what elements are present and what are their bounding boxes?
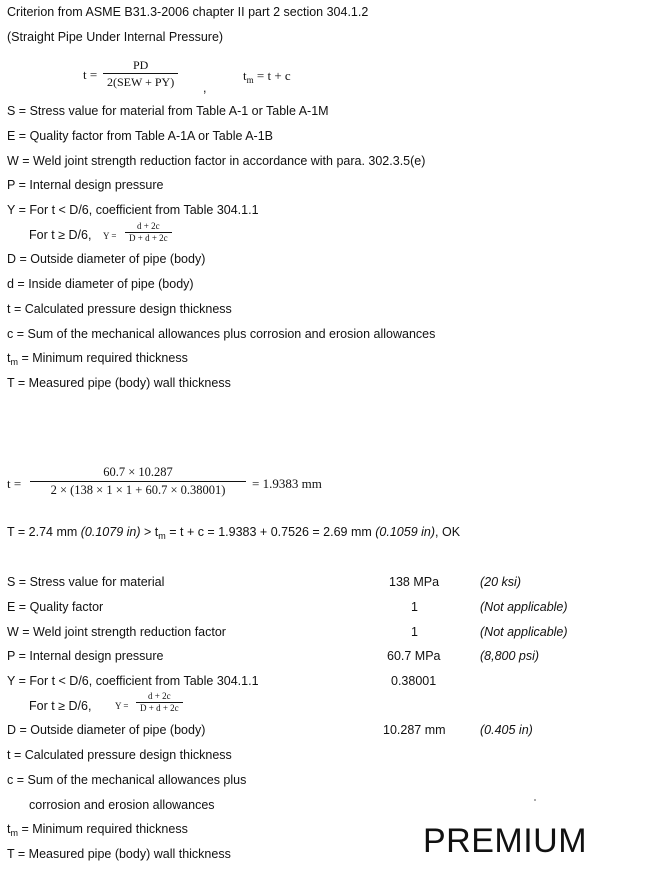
result-line: T = 2.74 mm (0.1079 $in) > t_m = t + c = 1.9383 + 0.7526 = 2.69$ mm (0.1059 in), OK bbox=[7, 525, 461, 541]
premium-watermark: PREMIUM bbox=[423, 822, 588, 860]
tm-formula bbox=[243, 68, 291, 83]
table-row-label: D = Outside diameter of pipe (body) bbox=[7, 723, 206, 737]
table-row-label: E = Quality factor bbox=[7, 600, 104, 614]
calc-fraction bbox=[30, 464, 246, 499]
def-d-outside: D = Outside diameter of pipe (body) bbox=[7, 252, 206, 266]
table-row-alt: (Not applicable) bbox=[480, 625, 568, 639]
def-d-inside: d = Inside diameter of pipe (body) bbox=[7, 277, 194, 291]
table-row-label: t = Calculated pressure design thickness bbox=[7, 748, 232, 762]
y-formula-fraction bbox=[125, 221, 172, 244]
table-row-value: 10.287 mm bbox=[383, 723, 446, 737]
def-tm: $t_m$ = Minimum required thickness bbox=[7, 351, 188, 367]
y-formula-prefix: For t ≥ D/6, bbox=[29, 228, 92, 242]
table-y-formula-fraction: d + 2c D + d + 2c bbox=[136, 691, 183, 714]
formula-comma: , bbox=[203, 81, 207, 95]
table-row-value: 1 bbox=[411, 600, 418, 614]
table-row-label: corrosion and erosion allowances bbox=[29, 798, 215, 812]
y-formula-denominator: D + d + 2c bbox=[129, 233, 168, 243]
table-y-formula-lhs: Y = bbox=[115, 701, 129, 711]
def-y: Y = For t < D/6, coefficient from Table 304.1.1 bbox=[7, 203, 259, 217]
def-s: S = Stress value for material from Table A-1 or Table A-1M bbox=[7, 104, 329, 118]
t-formula-fraction bbox=[103, 57, 178, 90]
table-row-value: 1 bbox=[411, 625, 418, 639]
table-y-formula-prefix: For t ≥ D/6, bbox=[29, 699, 92, 713]
calc-lhs: t = bbox=[7, 476, 22, 491]
calc-denominator: 2 × (138 × 1 × 1 + 60.7 × 0.38001) bbox=[50, 483, 226, 497]
def-c: c = Sum of the mechanical allowances plus corrosion and erosion allowances bbox=[7, 327, 436, 341]
speck-mark bbox=[534, 799, 536, 801]
tm-formula-lhs: t bbox=[243, 68, 247, 83]
table-row-label: S = Stress value for material bbox=[7, 575, 165, 589]
t-formula-numerator: PD bbox=[132, 58, 149, 72]
table-row-alt: (8,800 psi) bbox=[480, 649, 540, 663]
table-row-label: c = Sum of the mechanical allowances plus bbox=[7, 773, 247, 787]
calc-result: = 1.9383 mm bbox=[252, 476, 322, 491]
tm-formula-rhs: = t + c bbox=[256, 68, 291, 83]
def-p: P = Internal design pressure bbox=[7, 178, 164, 192]
calc-numerator: 60.7 × 10.287 bbox=[103, 465, 173, 479]
t-formula-denominator: 2(SEW + PY) bbox=[107, 75, 175, 89]
table-row-value: 138 MPa bbox=[389, 575, 440, 589]
table-row-label-tm: $t_m$ = Minimum required thickness bbox=[7, 822, 188, 838]
def-T: T = Measured pipe (body) wall thickness bbox=[7, 376, 231, 390]
tm-formula-sub: m bbox=[246, 75, 254, 85]
table-row-label: P = Internal design pressure bbox=[7, 649, 164, 663]
table-row-label: W = Weld joint strength reduction factor bbox=[7, 625, 226, 639]
table-row-alt: (20 ksi) bbox=[480, 575, 521, 589]
table-row-label: T = Measured pipe (body) wall thickness bbox=[7, 847, 231, 861]
header-line-2: (Straight Pipe Under Internal Pressure) bbox=[7, 30, 224, 44]
def-t: t = Calculated pressure design thickness bbox=[7, 302, 232, 316]
header-line-1: Criterion from ASME B31.3-2006 chapter II part 2 section 304.1.2 bbox=[7, 5, 369, 19]
y-formula-lhs: Y = bbox=[103, 231, 117, 241]
def-w: W = Weld joint strength reduction factor in accordance with para. 302.3.5(e) bbox=[7, 154, 426, 168]
def-e: E = Quality factor from Table A-1A or Table A-1B bbox=[7, 129, 273, 143]
table-row-value: 60.7 MPa bbox=[387, 649, 441, 663]
table-row-label: Y = For t < D/6, coefficient from Table 304.1.1 bbox=[7, 674, 259, 688]
table-row-alt: (0.405 in) bbox=[480, 723, 533, 737]
t-formula-lhs: t = bbox=[83, 67, 98, 82]
table-row-value: 0.38001 bbox=[391, 674, 437, 688]
y-formula-numerator: d + 2c bbox=[137, 221, 160, 231]
table-row-alt: (Not applicable) bbox=[480, 600, 568, 614]
